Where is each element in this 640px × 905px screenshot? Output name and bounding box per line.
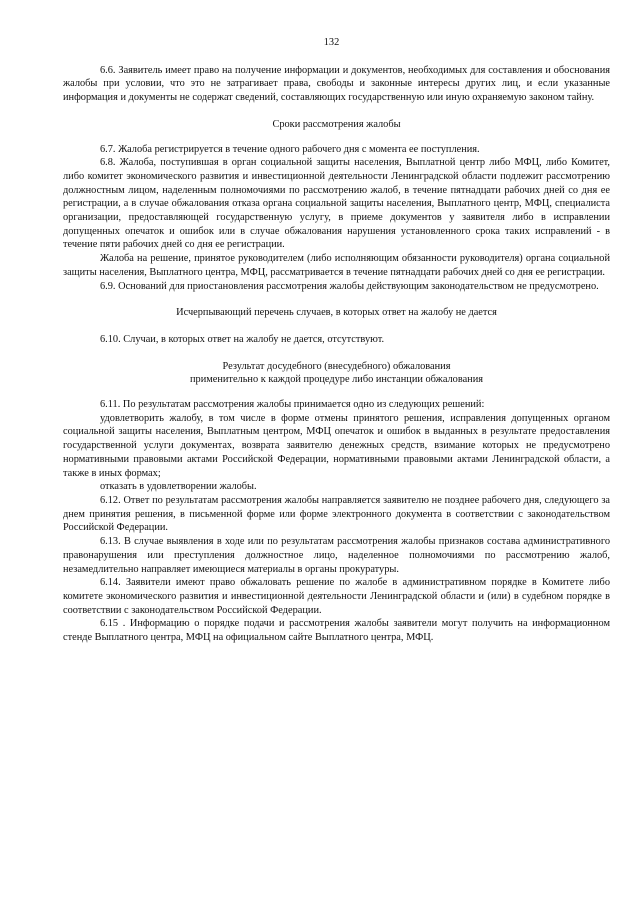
section-heading-appeal-result-line1: Результат досудебного (внесудебного) обжалования	[222, 360, 451, 372]
paragraph-6-14: 6.14. Заявители имеют право обжаловать решение по жалобе в административном порядке в Комитете либо комитете экономического развития и инвестиционной деятельности Ленинградской области и (или) в судебном порядке в соответствии с законодательством Российской Федерации.	[63, 577, 610, 616]
paragraph-6-9: 6.9. Оснований для приостановления рассмотрения жалобы действующим законодательством не предусмотрено.	[100, 280, 599, 292]
paragraph-6-15: 6.15 . Информацию о порядке подачи и рассмотрения жалобы заявители могут получить на информационном стенде Выплатного центра, МФЦ на официальном сайте Выплатного центра, МФЦ.	[63, 618, 610, 644]
paragraph-6-8: 6.8. Жалоба, поступившая в орган социальной защиты населения, Выплатной центр либо МФЦ, либо Комитет, либо комитет экономического развития и инвестиционной деятельности Ленинградской области подлежит рассмотрению должностным лицом, наделенным полномочиями по рассмотрению жалоб, в течение пятнадцати рабочих дней со дня ее регистрации, а в случае обжалования отказа органа социальной защиты населения, Выплатного центр, МФЦ, специалиста организации, предоставляющей государственную услугу, в приеме документов у заявителя либо в исправлении допущенных опечаток и ошибок или в случае обжалования нарушения установленного срока таких исправлений - в течение пяти рабочих дней со дня ее регистрации.	[63, 157, 610, 251]
paragraph-6-13: 6.13. В случае выявления в ходе или по результатам рассмотрения жалобы признаков состава административного правонарушения или преступления должностное лицо, наделенное полномочиями по рассмотрению жалоб, незамедлительно направляет имеющиеся материалы в органы прокуратуры.	[63, 536, 610, 575]
paragraph-6-11: 6.11. По результатам рассмотрения жалобы принимается одно из следующих решений:	[100, 399, 485, 411]
paragraph-6-12: 6.12. Ответ по результатам рассмотрения жалобы направляется заявителю не позднее рабочего дня, следующего за днем принятия решения, в письменной форме или форме электронного документа в соответствии с законодательством Российской Федерации.	[63, 494, 610, 534]
paragraph-6-10: 6.10. Случаи, в которых ответ на жалобу не дается, отсутствуют.	[100, 333, 385, 345]
paragraph-6-11-satisfy: удовлетворить жалобу, в том числе в форме отмены принятого решения, исправления допущенных органом социальной защиты населения, Выплатным центром, МФЦ опечаток и ошибок в выданных в результате предоставления государственной услуги документах, возврата заявителю денежных средств, взимание которых не предусмотрено нормативными правовыми актами Российской Федерации, нормативными правовыми актами Ленинградской области, а также в иных формах;	[63, 412, 610, 479]
paragraph-6-7: 6.7. Жалоба регистрируется в течение одного рабочего дня с момента ее поступления.	[100, 143, 480, 155]
section-heading-appeal-result-line2: применительно к каждой процедуре либо инстанции обжалования	[189, 374, 483, 386]
paragraph-6-6: 6.6. Заявитель имеет право на получение информации и документов, необходимых для составления и обоснования жалобы при условии, что это не затрагивает права, свободы и законные интересы других лиц, и если указанные информация и документы не содержат сведений, составляющих государственную или иную охраняемую законом тайну.	[63, 64, 610, 104]
page-number: 132	[323, 37, 340, 48]
paragraph-6-11-refuse: отказать в удовлетворении жалобы.	[100, 481, 257, 493]
paragraph-6-8-appeal: Жалоба на решение, принятое руководителем (либо исполняющим обязанности руководителя) органа социальной защиты населения, Выплатного центра, МФЦ, рассматривается в течение пятнадцати рабочих дней со дня ее регистрации.	[63, 253, 610, 278]
section-heading-no-response-cases: Исчерпывающий перечень случаев, в которых ответ на жалобу не дается	[176, 307, 497, 319]
section-heading-complaint-terms: Сроки рассмотрения жалобы	[272, 118, 401, 130]
